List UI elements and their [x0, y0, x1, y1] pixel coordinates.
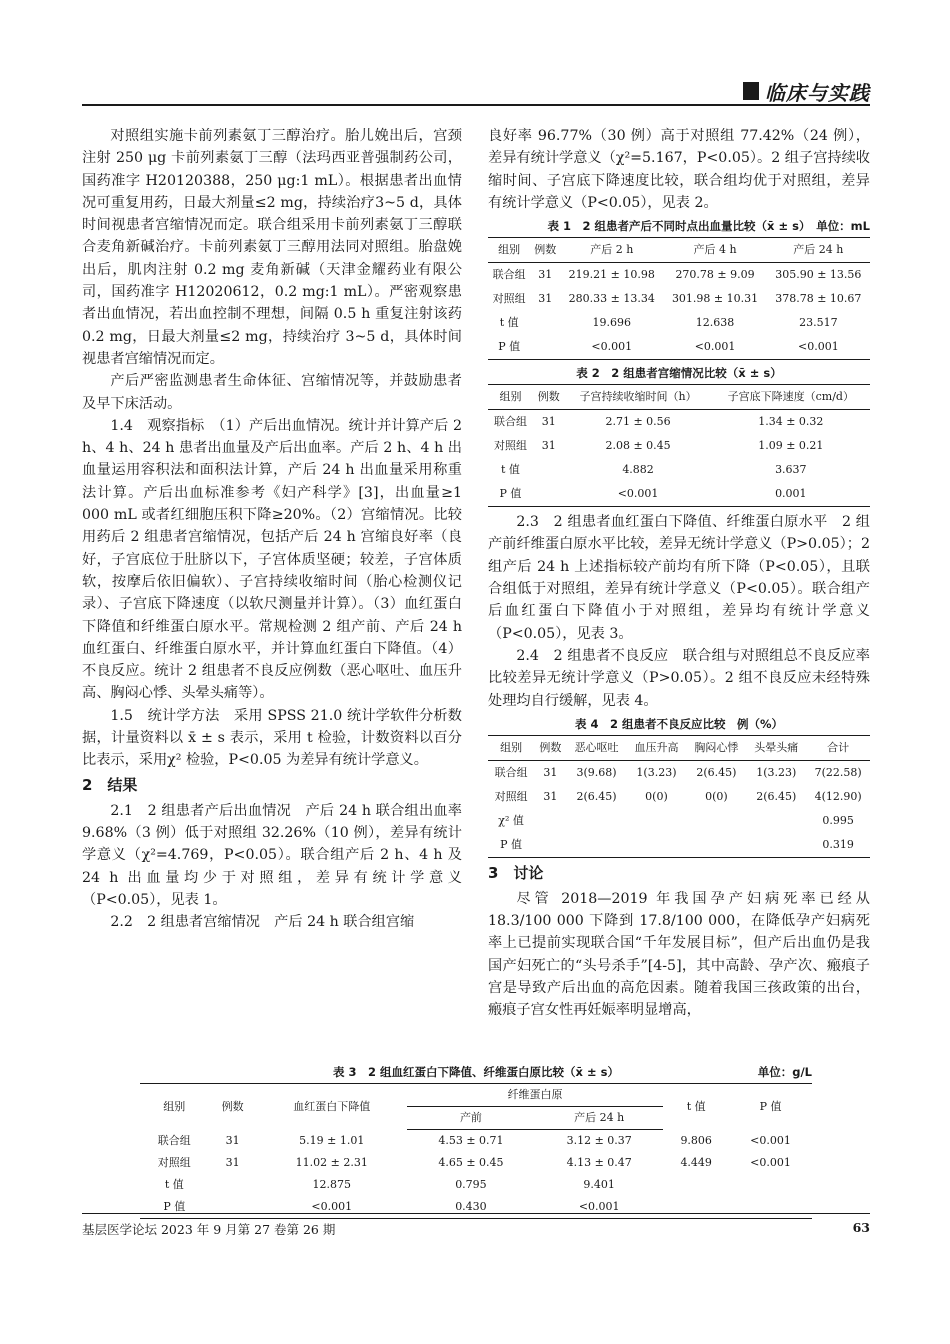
table1: 组别 例数 产后 2 h 产后 4 h 产后 24 h 联合组 31 219.21 ± 10.98 270.78 ± 9.09 305.90 ± 13.56 对照组 31 280.33 ± 13.34 301.98 ± 10.31 378.78 ± 10.67 t 值 19.696 12.638 23.517 P 值 <0.001 <0.001 <0.001	[488, 237, 870, 360]
paragraph: 2.4 2 组患者不良反应 联合组与对照组总不良反应率比较差异无统计学意义（P>0.05）。2 组不良反应未经特殊处理均自行缓解，见表 4。	[488, 647, 870, 709]
paragraph: 2.1 2 组患者产后出血情况 产后 24 h 联合组出血率 9.68%（3 例）低于对照组 32.26%（10 例），差异有统计学意义（χ²=4.769，P<0.05）。联合组产后 2 h、4 h 及 24 h 出血量均少于对照组，差异有统计学意义（P<0.05），见表 1。	[82, 802, 462, 908]
table-row: χ² 值 0.995	[498, 813, 854, 827]
table-row: P 值 <0.001 0.430 <0.001	[140, 1196, 812, 1219]
paragraph: 对照组实施卡前列素氨丁三醇治疗。胎儿娩出后，宫颈注射 250 μg 卡前列素氨丁三醇（法玛西亚普强制药公司，国药准字 H20120388，250 μg:1 mL）。根据患者出血情况可重复用药，日最大剂量≤2 mg，持续治疗3~5 d，具体时间视患者宫缩情况而定。联合组采用卡前列素氨丁三醇联合麦角新碱治疗。卡前列素氨丁三醇用法同对照组。胎盘娩出后，肌肉注射 0.2 mg 麦角新碱（天津金耀药业有限公司，国药准字 H12020612，0.2 mg:1 mL）。严密观察患者出血情况，若出血控制不理想，间隔 0.5 h 重复注射该药 0.2 mg，日最大剂量≤2 mg，持续治疗 3~5 d，具体时间视患者宫缩情况而定。	[82, 128, 462, 367]
paragraph: 1.4 观察指标 （1）产后出血情况。统计并计算产后 2 h、4 h、24 h 患者出血量及产后出血率。产后 2 h、4 h 出血量运用容积法和面积法计算，产后 24 h 出血量采用称重法计算。产后出血标准参考《妇产科学》[3]，出血量≥1 000 mL 或者红细胞压积下降≥20%。（2）宫缩情况。比较用药后 2 组患者宫缩情况，包括产后 24 h 宫缩良好率（良好，子宫底位于肚脐以下，子宫体质坚硬；较差，子宫体质软，按摩后依旧偏软）、子宫持续收缩时间（胎心检测仪记录）、子宫底下降速度（以软尺测量并计算）。（3）血红蛋白下降值和纤维蛋白原水平。常规检测 2 组产前、产后 24 h 血红蛋白、纤维蛋白原水平，并计算血红蛋白下降值。（4）不良反应。统计 2 组患者不良反应例数（恶心呕吐、血压升高、胸闷心悸、头晕头痛等）。	[82, 417, 462, 702]
paragraph: 2.2 2 组患者宫缩情况 产后 24 h 联合组宫缩	[110, 914, 415, 931]
table2: 组别 例数 子宫持续收缩时间（h） 子宫底下降速度（cm/d） 联合组 31 2.71 ± 0.56 1.34 ± 0.32 对照组 31 2.08 ± 0.45 1.09 ± 0.21 t 值 4.882 3.637 P 值 <0.001 0.001	[488, 384, 870, 507]
table3-caption: 表 3 2 组血红蛋白下降值、纤维蛋白原比较（x̄ ± s） 单位：g/L	[333, 1065, 812, 1079]
paragraph: 1.5 统计学方法 采用 SPSS 21.0 统计学软件分析数据，计量资料以 x̄ ± s 表示，采用 t 检验，计数资料以百分比表示，采用χ² 检验，P<0.05 为差异有统计学意义。	[82, 707, 462, 769]
table-row: 联合组 31 219.21 ± 10.98 270.78 ± 9.09 305.90 ± 13.56	[492, 268, 862, 282]
table3-block	[140, 1063, 812, 1223]
table2-caption: 表 2 2 组患者宫缩情况比较（x̄ ± s）	[576, 366, 782, 381]
footer-rule	[82, 1213, 870, 1214]
table-row: P 值 0.319	[488, 833, 870, 858]
table-row: 联合组 31 2.71 ± 0.56 1.34 ± 0.32	[493, 415, 824, 429]
header-rule	[82, 104, 870, 106]
table1-unit: 单位：mL	[816, 219, 870, 234]
journal-info: 基层医学论坛 2023 年 9 月第 27 卷第 26 期	[82, 1222, 336, 1237]
page-number: 63	[852, 1220, 870, 1235]
table-row: P 值 <0.001 0.001	[488, 482, 870, 507]
paragraph: 良好率 96.77%（30 例）高于对照组 77.42%（24 例），差异有统计学意义（χ²=5.167，P<0.05）。2 组子宫持续收缩时间、子宫底下降速度比较，联合组均优于对照组，差异有统计学意义（P<0.05），见表 2。	[488, 128, 870, 211]
section-title: 临床与实践	[765, 80, 870, 105]
table-row: P 值 <0.001 <0.001 <0.001	[488, 335, 870, 360]
table-row: 对照组 31 280.33 ± 13.34 301.98 ± 10.31 378.78 ± 10.67	[492, 292, 862, 306]
table4: 组别 例数 恶心呕吐 血压升高 胸闷心悸 头晕头痛 合计 联合组 31 3(9.68) 1(3.23) 2(6.45) 1(3.23) 7(22.58) 对照组 31 2(6.45) 0(0) 0(0) 2(6.45) 4(12.90) χ² 值 0.995 P 值 0.319	[488, 735, 870, 858]
section-heading-discussion: 3 讨论	[488, 863, 544, 882]
table-row: 对照组 31 11.02 ± 2.31 4.65 ± 0.45 4.13 ± 0.47 4.449 <0.001	[157, 1156, 791, 1169]
table-row: t 值 12.875 0.795 9.401	[164, 1178, 615, 1191]
table-row: 对照组 31 2(6.45) 0(0) 0(0) 2(6.45) 4(12.90)	[494, 789, 862, 803]
right-column	[488, 125, 870, 1022]
table3-unit: 单位：g/L	[757, 1065, 812, 1079]
paragraph: 产后严密监测患者生命体征、宫缩情况等，并鼓励患者及早下床活动。	[82, 373, 462, 412]
table-row: 联合组 31 5.19 ± 1.01 4.53 ± 0.71 3.12 ± 0.37 9.806 <0.001	[157, 1133, 791, 1147]
table-row: 联合组 31 3(9.68) 1(3.23) 2(6.45) 1(3.23) 7(22.58)	[494, 765, 862, 779]
table-row: 对照组 31 2.08 ± 0.45 1.09 ± 0.21	[493, 439, 824, 453]
section-tag	[743, 80, 870, 105]
table1-caption: 表 1 2 组患者产后不同时点出血量比较（x̄ ± s） 单位：mL	[547, 219, 870, 234]
left-column	[82, 125, 462, 933]
paragraph: 尽管 2018—2019 年我国孕产妇病死率已经从 18.3/100 000 下降到 17.8/100 000，在降低孕产妇病死率上已提前实现联合国“千年发展目标”，但产后出血仍是我国产妇死亡的“头号杀手”[4-5]，其中高龄、孕产次、瘢痕子宫是导致产后出血的高危因素。随着我国三孩政策的出台，瘢痕子宫女性再妊娠率明显增高，	[488, 890, 870, 1019]
paragraph: 2.3 2 组患者血红蛋白下降值、纤维蛋白原水平 2 组产前纤维蛋白原水平比较，差异无统计学意义（P>0.05）；2 组产后 24 h 上述指标较产前均有所下降（P<0.05），且联合组低于对照组，差异有统计学意义（P<0.05）。联合组产后血红蛋白下降值小于对照组，差异均有统计学意义（P<0.05），见表 3。	[488, 514, 870, 642]
section-heading-results: 2 结果	[82, 775, 138, 794]
table3: 组别 例数 血红蛋白下降值 纤维蛋白原 t 值 P 值 产前 产后 24 h 联合组 31 5.19 ± 1.01 4.53 ± 0.71 3.12 ± 0.37 9.806 <0.001 对照组 31 11.02 ± 2.31 4.65 ± 0.45 4.13 ± 0.47 4.449 <0.001 t 值 12.875 0.795 9.401 P 值 <0.001 0.430 <0.001	[140, 1083, 812, 1219]
section-square-icon	[743, 82, 759, 100]
table-row: t 值 19.696 12.638 23.517	[499, 316, 838, 330]
table4-caption: 表 4 2 组患者不良反应比较 例（%）	[574, 716, 784, 731]
table-row: t 值 4.882 3.637	[501, 463, 807, 477]
